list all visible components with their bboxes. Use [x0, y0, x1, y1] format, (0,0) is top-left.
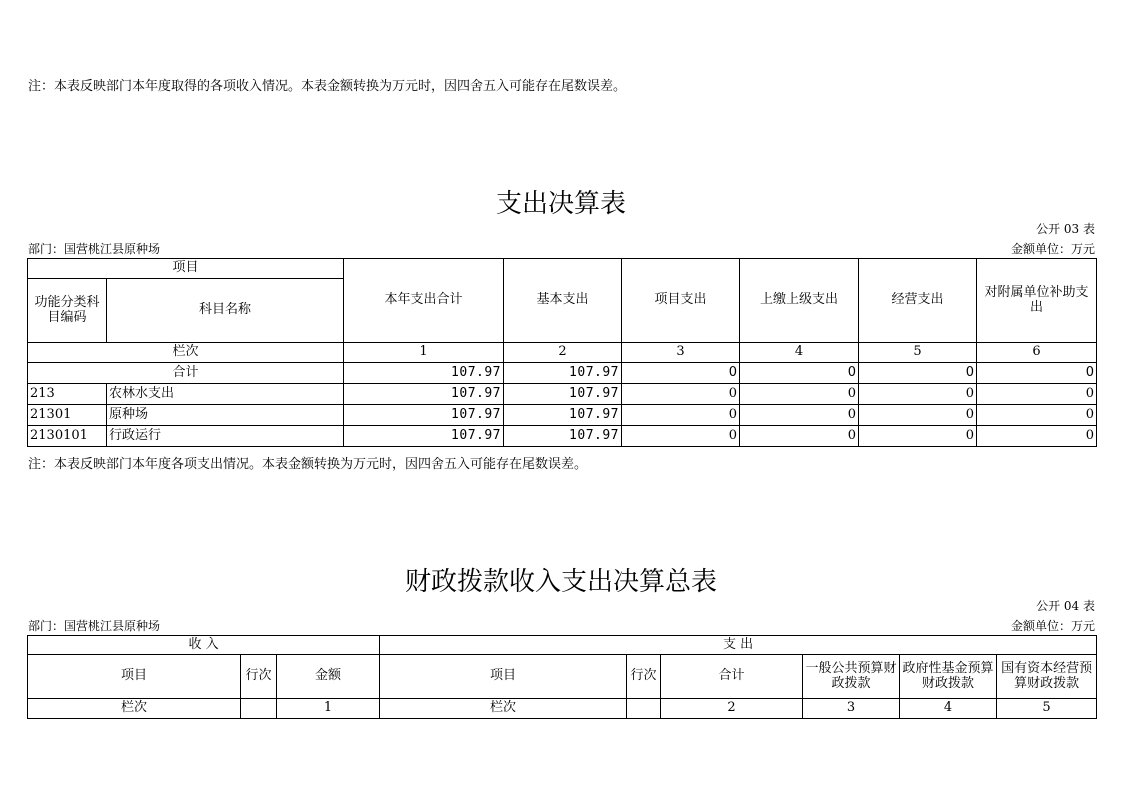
row-value: 107.97 — [344, 405, 504, 426]
row-number-label: 栏次 — [28, 343, 344, 363]
header-col-4: 上缴上级支出 — [740, 259, 859, 343]
col-number: 4 — [740, 343, 859, 363]
header-col-2: 基本支出 — [504, 259, 622, 343]
expense-header: 支 出 — [380, 636, 1097, 655]
table-code-04: 公开 04 表 — [1036, 599, 1095, 613]
col-number: 1 — [344, 343, 504, 363]
row-value: 0 — [622, 426, 740, 447]
header-expense-total: 合计 — [661, 655, 803, 699]
empty-cell — [241, 699, 277, 719]
expenditure-table-note: 注：本表反映部门本年度各项支出情况。本表金额转换为万元时，因四舍五入可能存在尾数误差。 — [28, 457, 588, 472]
total-value: 107.97 — [344, 363, 504, 384]
col-number: 4 — [900, 699, 997, 719]
row-name: 农林水支出 — [107, 384, 344, 405]
empty-cell — [627, 699, 661, 719]
col-number: 2 — [504, 343, 622, 363]
expenditure-table-title: 支出决算表 — [495, 189, 626, 219]
row-value: 0 — [740, 384, 859, 405]
col-number: 2 — [661, 699, 803, 719]
col-number: 6 — [977, 343, 1097, 363]
row-value: 0 — [859, 426, 977, 447]
row-value: 107.97 — [344, 384, 504, 405]
header-general-budget: 一般公共预算财政拨款 — [803, 655, 900, 699]
col-number: 5 — [859, 343, 977, 363]
department-label: 部门：国营桃江县原种场 — [28, 619, 161, 633]
header-function-code: 功能分类科目编码 — [28, 279, 107, 343]
row-value: 0 — [977, 384, 1097, 405]
header-expense-line: 行次 — [627, 655, 661, 699]
col-number: 5 — [997, 699, 1097, 719]
income-header: 收 入 — [28, 636, 380, 655]
row-value: 0 — [859, 384, 977, 405]
total-value: 0 — [740, 363, 859, 384]
row-value: 107.97 — [504, 384, 622, 405]
row-value: 107.97 — [344, 426, 504, 447]
header-col-6: 对附属单位补助支出 — [977, 259, 1097, 343]
row-value: 107.97 — [504, 405, 622, 426]
total-value: 0 — [859, 363, 977, 384]
header-col-5: 经营支出 — [859, 259, 977, 343]
fiscal-summary-title: 财政拨款收入支出决算总表 — [404, 567, 717, 597]
expenditure-table — [27, 258, 1097, 447]
col-number: 3 — [803, 699, 900, 719]
row-code: 2130101 — [28, 426, 107, 447]
total-row — [28, 363, 1097, 384]
amount-unit-label: 金额单位：万元 — [1010, 242, 1095, 256]
header-income-line: 行次 — [241, 655, 277, 699]
row-number-label: 栏次 — [28, 699, 241, 719]
row-value: 0 — [740, 426, 859, 447]
row-code: 21301 — [28, 405, 107, 426]
row-value: 0 — [622, 384, 740, 405]
header-expense-item: 项目 — [380, 655, 627, 699]
amount-unit-label: 金额单位：万元 — [1010, 619, 1095, 633]
header-subject-name: 科目名称 — [107, 279, 344, 343]
total-value: 107.97 — [504, 363, 622, 384]
row-value: 0 — [622, 405, 740, 426]
total-value: 0 — [622, 363, 740, 384]
table-code-03: 公开 03 表 — [1036, 222, 1095, 236]
col-number: 1 — [277, 699, 380, 719]
row-name: 行政运行 — [107, 426, 344, 447]
total-value: 0 — [977, 363, 1097, 384]
row-value: 0 — [859, 405, 977, 426]
row-code: 213 — [28, 384, 107, 405]
header-income-amount: 金额 — [277, 655, 380, 699]
total-label: 合计 — [28, 363, 344, 384]
row-value: 0 — [977, 426, 1097, 447]
header-income-item: 项目 — [28, 655, 241, 699]
table-row — [28, 426, 1097, 447]
fiscal-summary-table — [27, 635, 1097, 719]
row-value: 0 — [740, 405, 859, 426]
table-row — [28, 384, 1097, 405]
row-name: 原种场 — [107, 405, 344, 426]
header-state-capital: 国有资本经营预算财政拨款 — [997, 655, 1097, 699]
row-number-label: 栏次 — [380, 699, 627, 719]
row-value: 0 — [977, 405, 1097, 426]
department-label: 部门：国营桃江县原种场 — [28, 242, 161, 256]
header-col-1: 本年支出合计 — [344, 259, 504, 343]
row-value: 107.97 — [504, 426, 622, 447]
table-row — [28, 405, 1097, 426]
col-number: 3 — [622, 343, 740, 363]
header-gov-fund: 政府性基金预算财政拨款 — [900, 655, 997, 699]
top-note: 注：本表反映部门本年度取得的各项收入情况。本表金额转换为万元时，因四舍五入可能存在尾数误差。 — [28, 79, 627, 94]
header-col-3: 项目支出 — [622, 259, 740, 343]
header-item: 项目 — [28, 259, 344, 279]
